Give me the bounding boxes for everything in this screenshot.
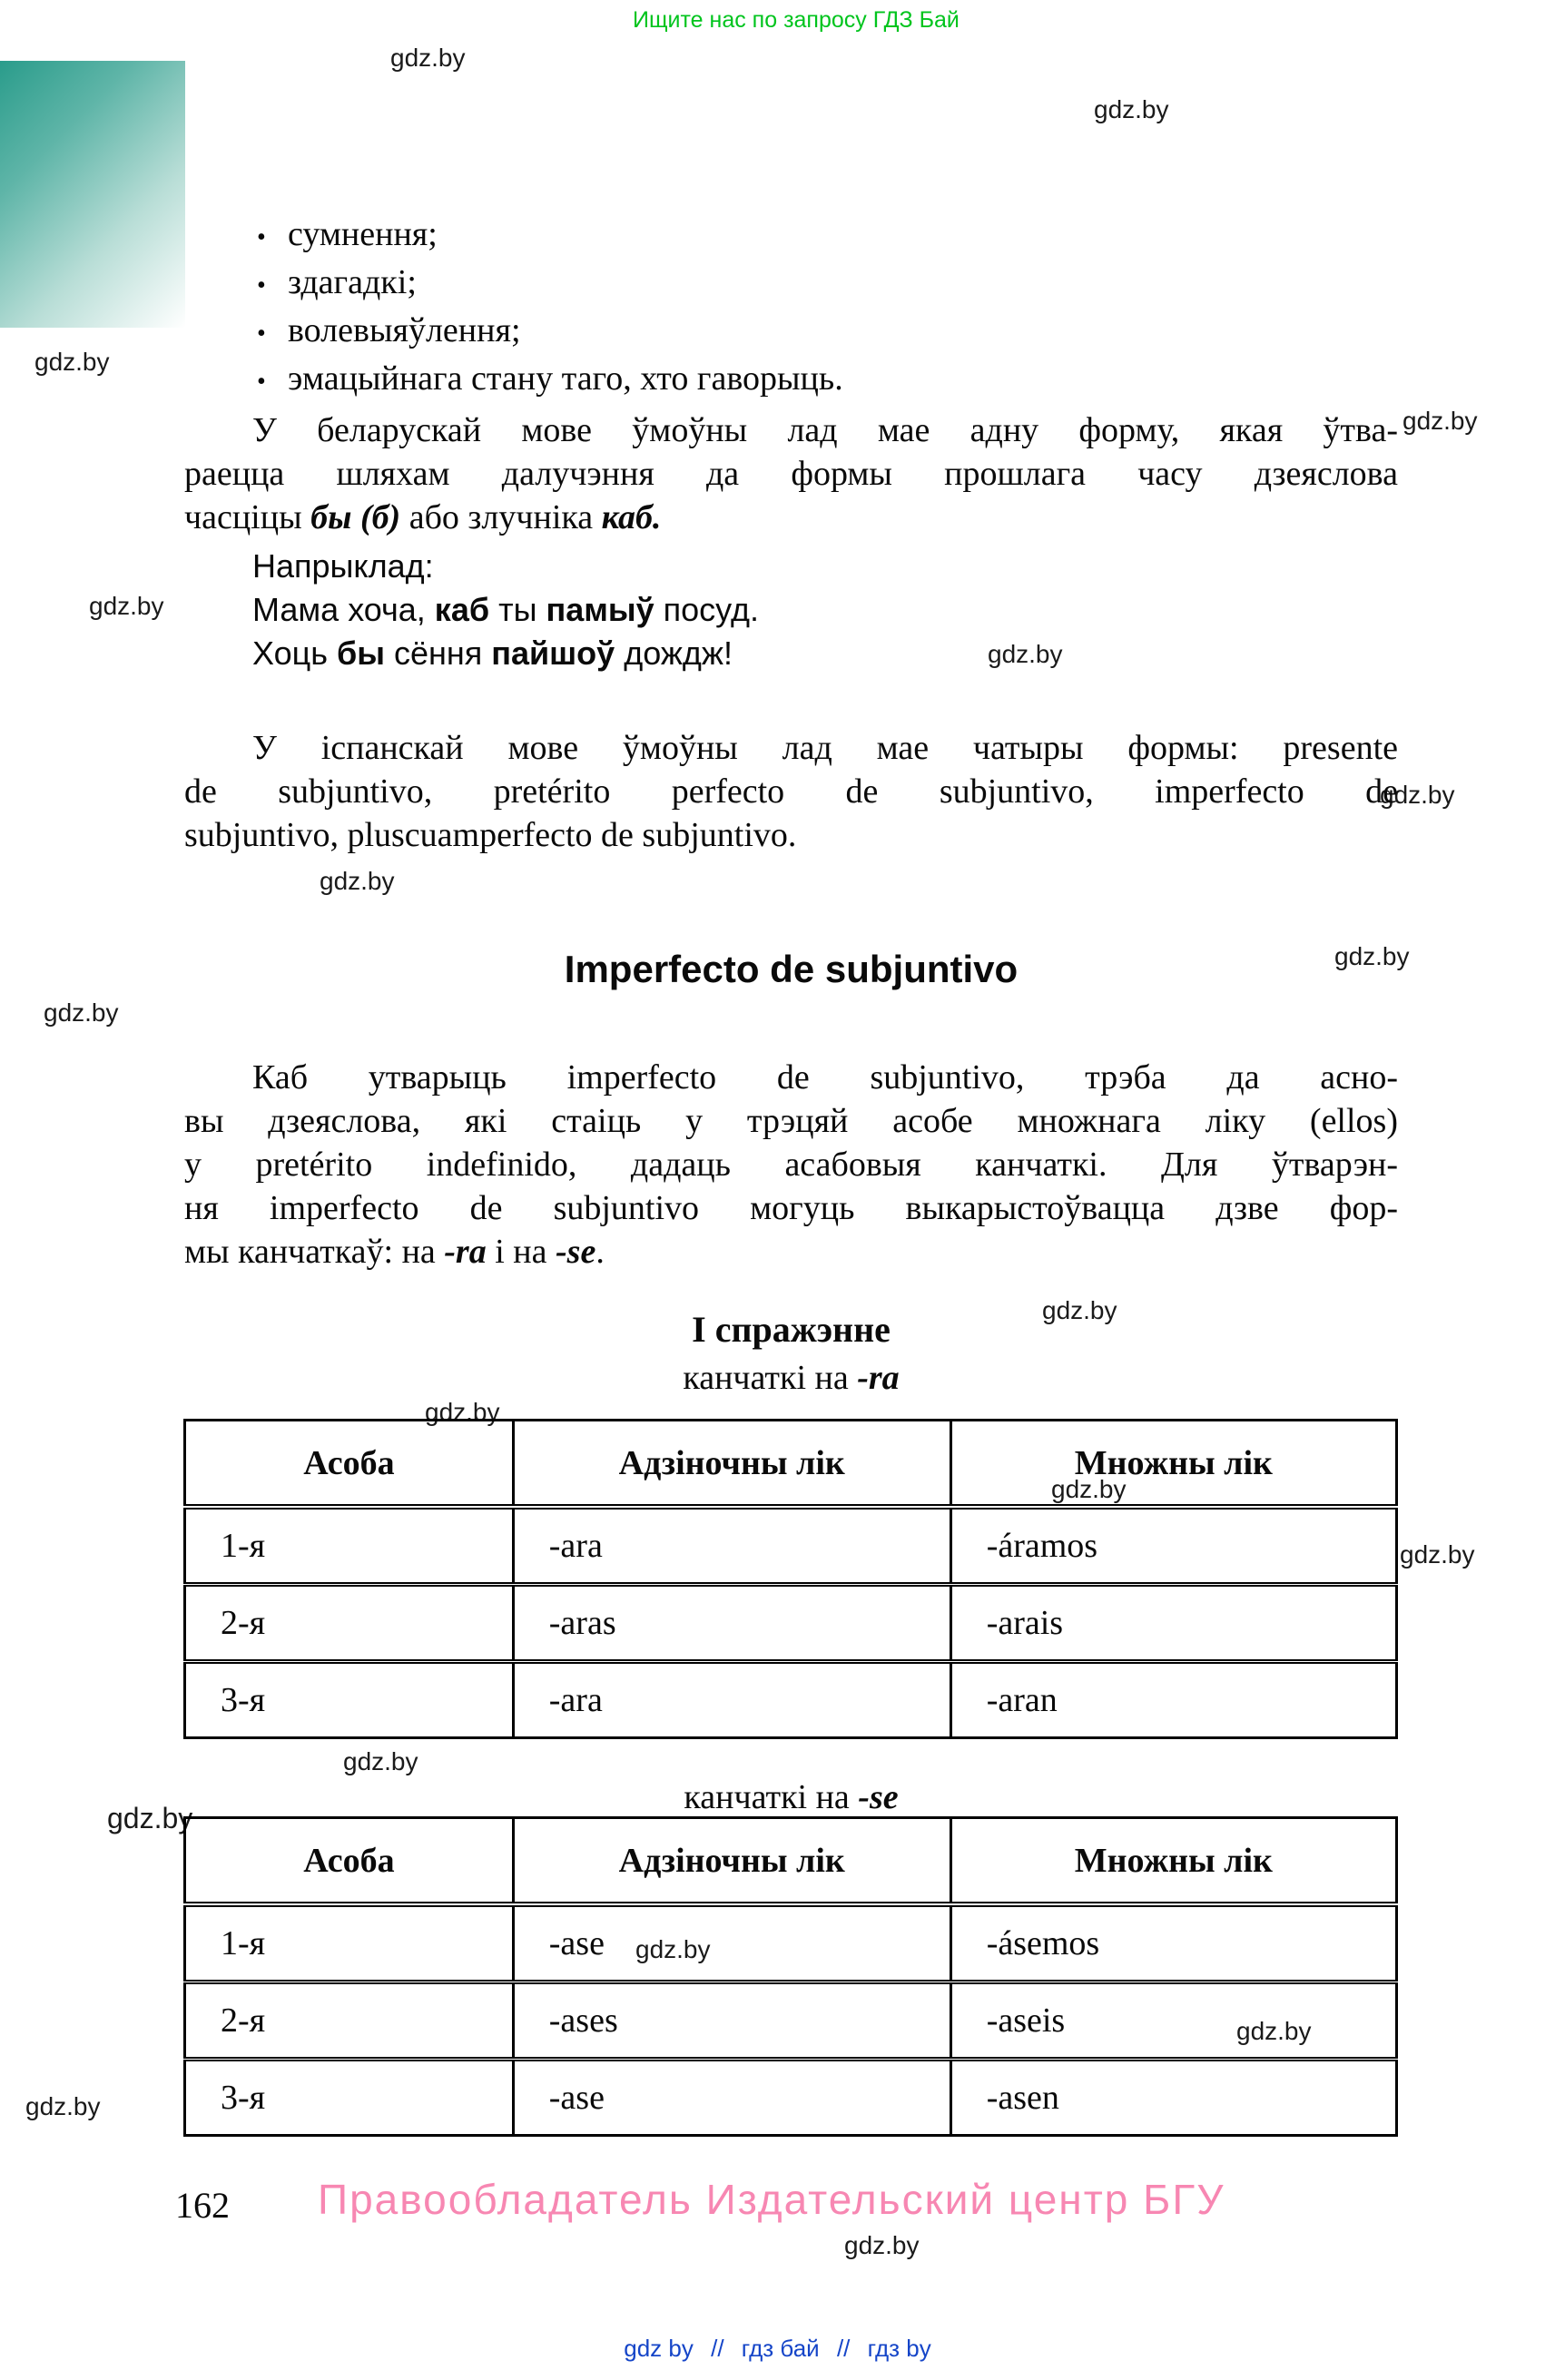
table-cell: -áramos: [950, 1507, 1396, 1585]
promo-banner-text: Ищите нас по запросу ГДЗ Бай: [633, 7, 960, 33]
table-cell: 1-я: [185, 1904, 514, 1982]
footer-link-gdz-by-latin[interactable]: gdz by: [624, 2335, 694, 2362]
table-row: [185, 1904, 1397, 1982]
bullet-icon: •: [257, 223, 266, 251]
list-item-text: здагадкі;: [288, 263, 417, 301]
list-item: [257, 310, 843, 359]
copyright-notice: Правообладатель Издательский центр БГУ: [318, 2176, 1225, 2223]
endings-ra-heading: канчаткі на -ra: [683, 1359, 900, 1397]
watermark: gdz.by: [1042, 1296, 1117, 1324]
table-cell: -aras: [513, 1585, 950, 1662]
table-row: [185, 2060, 1397, 2136]
footer-link-gdz-by-cyrillic[interactable]: гдз by: [867, 2335, 931, 2362]
table-cell: -ásemos: [950, 1904, 1396, 1982]
column-header: Адзіночны лік: [513, 1818, 950, 1905]
watermark: gdz.by: [320, 867, 395, 895]
table-cell: -ase: [513, 1904, 950, 1982]
text-line: subjuntivo, pluscuamperfecto de subjuntivo.: [184, 816, 797, 854]
watermark: gdz.by: [1380, 781, 1455, 809]
text-line: мы канчаткаў: на -ra і на -se.: [184, 1233, 605, 1271]
list-item: [257, 359, 843, 407]
table-cell: 2-я: [185, 1585, 514, 1662]
watermark: gdz.by: [988, 640, 1063, 668]
list-item-text: сумнення;: [288, 215, 438, 253]
text-line: de subjuntivo, pretérito perfecto de subjuntivo, imperfecto de: [184, 772, 1398, 811]
table-row: [185, 1662, 1397, 1738]
table-cell: 3-я: [185, 1662, 514, 1738]
table-cell: -ases: [513, 1982, 950, 2060]
example-block: [252, 545, 759, 675]
paragraph-spanish-mood: [184, 726, 1398, 857]
column-header: Множны лік: [950, 1421, 1396, 1508]
list-item-text: волевыяўлення;: [288, 311, 521, 349]
watermark: gdz.by: [89, 592, 164, 620]
section-heading-imperfecto: Imperfecto de subjuntivo: [564, 948, 1019, 990]
table-row: [185, 1507, 1397, 1585]
text-line: Каб утварыць imperfecto de subjuntivo, трэба да асно-: [252, 1058, 1398, 1097]
table-cell: -ara: [513, 1507, 950, 1585]
example-sentence: Хоць бы сёння пайшоў дождж!: [252, 634, 733, 672]
example-sentence: Мама хоча, каб ты памыў посуд.: [252, 591, 759, 628]
column-header: Асоба: [185, 1818, 514, 1905]
watermark: gdz.by: [1400, 1540, 1475, 1569]
column-header: Множны лік: [950, 1818, 1396, 1905]
text-line: вы дзеяслова, які стаіць у трэцяй асобе множнага ліку (ellos): [184, 1102, 1398, 1140]
table-header-row: [185, 1818, 1397, 1905]
watermark: gdz.by: [390, 44, 466, 72]
paragraph-belarusian-mood: [184, 408, 1398, 539]
bullet-icon: •: [257, 368, 266, 396]
table-cell: -aseis: [950, 1982, 1396, 2060]
table-cell: 2-я: [185, 1982, 514, 2060]
text-line: У беларускай мове ўмоўны лад мае адну форму, якая ўтва-: [252, 411, 1398, 449]
column-header: Асоба: [185, 1421, 514, 1508]
table-cell: -asen: [950, 2060, 1396, 2136]
watermark: gdz.by: [343, 1747, 418, 1775]
watermark: gdz.by: [34, 348, 110, 376]
watermark: gdz.by: [1051, 1475, 1127, 1503]
text-line: раецца шляхам далучэння да формы прошлага часу дзеяслова: [184, 455, 1398, 493]
list-item: [257, 262, 843, 310]
table-cell: -ara: [513, 1662, 950, 1738]
table-cell: 1-я: [185, 1507, 514, 1585]
bullet-icon: •: [257, 320, 266, 348]
usage-bullet-list: [257, 214, 843, 407]
conjugation-table-ra: [183, 1419, 1398, 1739]
watermark: gdz.by: [635, 1935, 711, 1963]
watermark: gdz.by: [425, 1398, 500, 1426]
watermark: gdz.by: [107, 1802, 193, 1834]
footer-separator: //: [711, 2335, 724, 2362]
footer-separator: //: [836, 2335, 851, 2362]
table-row: [185, 1585, 1397, 1662]
column-header: Адзіночны лік: [513, 1421, 950, 1508]
watermark: gdz.by: [1402, 407, 1478, 435]
footer-links: [0, 2335, 1555, 2363]
page-number: 162: [175, 2185, 230, 2226]
text-line: часціцы бы (б) або злучніка каб.: [184, 498, 662, 536]
table-cell: -arais: [950, 1585, 1396, 1662]
example-label: Напрыклад:: [252, 547, 434, 585]
conjugation-table-se: [183, 1816, 1398, 2137]
text-line: у pretérito indefinido, дадаць асабовыя канчаткі. Для ўтварэн-: [184, 1146, 1398, 1184]
footer-link-gdz-bai[interactable]: гдз бай: [741, 2335, 820, 2362]
paragraph-formation-rule: [184, 1056, 1398, 1274]
text-line: У іспанскай мове ўмоўны лад мае чатыры формы: presente: [252, 729, 1398, 767]
watermark: gdz.by: [1236, 2017, 1312, 2045]
table-cell: -aran: [950, 1662, 1396, 1738]
watermark: gdz.by: [25, 2092, 101, 2120]
list-item-text: эмацыйнага стану таго, хто гаворыць.: [288, 359, 843, 398]
list-item: [257, 214, 843, 262]
table-header-row: [185, 1421, 1397, 1508]
watermark: gdz.by: [44, 998, 119, 1027]
table-cell: -ase: [513, 2060, 950, 2136]
table-cell: 3-я: [185, 2060, 514, 2136]
endings-se-heading: канчаткі на -se: [684, 1778, 899, 1816]
watermark: gdz.by: [844, 2231, 920, 2259]
green-gradient-block: [0, 61, 185, 328]
table-row: [185, 1982, 1397, 2060]
watermark: gdz.by: [1334, 942, 1410, 970]
text-line: ня imperfecto de subjuntivo могуць выкарыстоўвацца дзве фор-: [184, 1189, 1398, 1227]
watermark: gdz.by: [1094, 95, 1169, 123]
bullet-icon: •: [257, 271, 266, 300]
conjugation-heading: І спражэнне: [692, 1309, 891, 1350]
